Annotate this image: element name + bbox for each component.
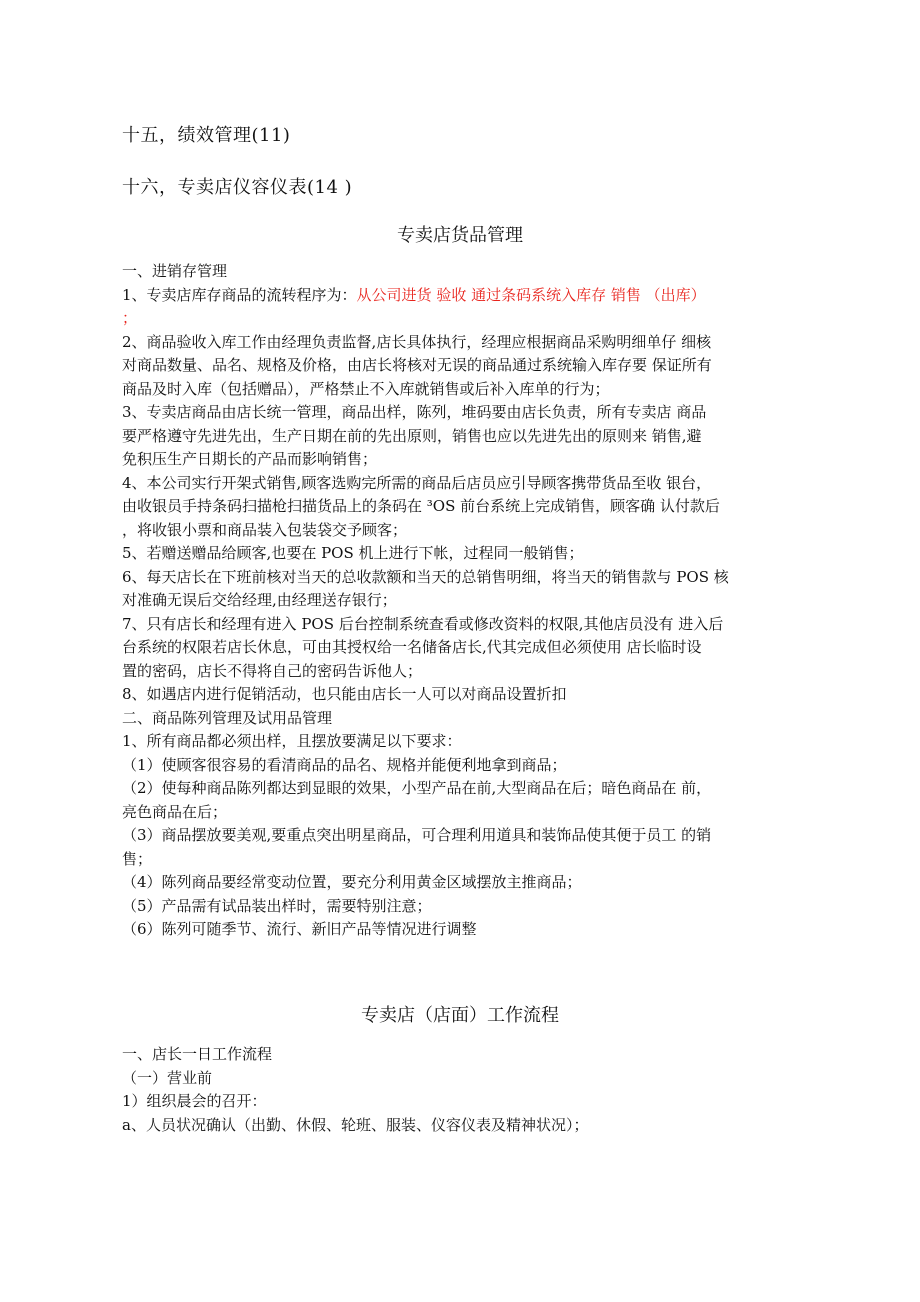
section-body-store-workflow xyxy=(122,1043,812,1137)
text-line xyxy=(122,284,812,308)
text-line: （3）商品摆放要美观,要重点突出明星商品，可合理利用道具和装饰品使其便于员工 的销 xyxy=(122,826,712,844)
text-line: （2）使每种商品陈列都达到显眼的效果，小型产品在前,大型商品在后；暗色商品在 前， xyxy=(122,779,712,797)
text-line: （4）陈列商品要经常变动位置，要充分利用黄金区域摆放主推商品； xyxy=(122,873,582,891)
section-title-store-workflow: 专卖店（店面）工作流程 xyxy=(361,1005,559,1026)
text-line: 一、进销存管理 xyxy=(122,262,228,280)
text-line: （一）营业前 xyxy=(122,1068,213,1087)
text-line: 3、专卖店商品由店长统一管理，商品出样，陈列，堆码要由店长负责，所有专卖店 商品 xyxy=(122,403,707,421)
text-line: （6）陈列可随季节、流行、新旧产品等情况进行调整 xyxy=(122,920,477,938)
text-line: 二、商品陈列管理及试用品管理 xyxy=(122,708,333,727)
section-title-goods-management: 专卖店货品管理 xyxy=(397,225,523,246)
text-line: 8、如遇店内进行促销活动，也只能由店长一人可以对商品设置折扣 xyxy=(122,685,567,703)
text-line: 对准确无误后交给经理,由经理送存银行； xyxy=(122,591,397,609)
text-line: 1）组织晨会的召开： xyxy=(122,1092,267,1110)
text-line: 要严格遵守先进先出，生产日期在前的先出原则，销售也应以先进先出的原则来 销售,避 xyxy=(122,426,702,445)
toc-item-15: 十五，绩效管理(11) xyxy=(122,125,291,146)
text-line: 由收银员手持条码扫描枪扫描货品上的条码在 ³OS 前台系统上完成销售，顾客确 认付款后 xyxy=(122,497,720,515)
text-line: 商品及时入库（包括赠品），严格禁止不入库就销售或后补入库单的行为； xyxy=(122,379,610,398)
highlighted-flow-text: 从公司进货 验收 通过条码系统入库存 销售 （出库） xyxy=(356,285,706,304)
text-line: 免积压生产日期长的产品而影响销售； xyxy=(122,450,378,468)
text-line: 售； xyxy=(122,849,153,868)
text-line: 亮色商品在后； xyxy=(122,802,228,821)
text-line: （1）使顾客很容易的看清商品的品名、规格并能便利地拿到商品； xyxy=(122,755,567,774)
text-fragment: 1、专卖店库存商品的流转程序为： xyxy=(122,285,357,304)
highlighted-semicolon: ； xyxy=(122,309,138,327)
section-body-goods-management xyxy=(122,260,812,942)
text-line: 7、只有店长和经理有进入 POS 后台控制系统查看或修改资料的权限,其他店员没有 进入后 xyxy=(122,614,724,633)
text-line: 对商品数量、品名、规格及价格，由店长将核对无误的商品通过系统输入库存要 保证所有 xyxy=(122,356,712,374)
text-line: 6、每天店长在下班前核对当天的总收款额和当天的总销售明细，将当天的销售款与 POS 核 xyxy=(122,567,729,586)
text-line: 2、商品验收入库工作由经理负责监督,店长具体执行，经理应根据商品采购明细单仔 细核 xyxy=(122,332,712,351)
text-line: 4、本公司实行开架式销售,顾客选购完所需的商品后店员应引导顾客携带货品至收 银台， xyxy=(122,473,712,492)
text-line: 一、店长一日工作流程 xyxy=(122,1045,273,1063)
text-line: （5）产品需有试品装出样时，需要特别注意； xyxy=(122,896,432,915)
text-line: a、人员状况确认（出勤、休假、轮班、服装、仪容仪表及精神状况）； xyxy=(122,1115,589,1134)
text-line: 5、若赠送赠品给顾客,也要在 POS 机上进行下帐，过程同一般销售； xyxy=(122,544,584,562)
toc-item-16: 十六，专卖店仪容仪表(14 ) xyxy=(122,177,353,198)
text-line: 1、所有商品都必须出样，且摆放要满足以下要求： xyxy=(122,732,462,750)
text-line: 置的密码，店长不得将自己的密码告诉他人； xyxy=(122,661,423,680)
text-line: ，将收银小票和商品装入包装袋交予顾客； xyxy=(122,520,408,539)
text-line: 台系统的权限若店长休息，可由其授权给一名储备店长,代其完成但必须使用 店长临时设 xyxy=(122,638,702,656)
